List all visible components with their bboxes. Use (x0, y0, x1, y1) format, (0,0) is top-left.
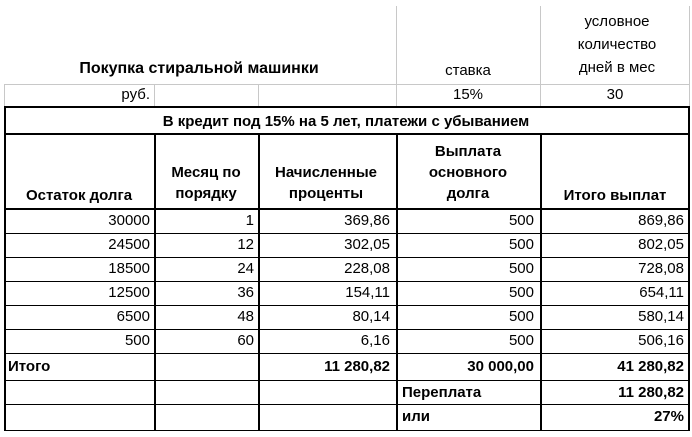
grid-line (396, 133, 398, 431)
grid-line (4, 84, 5, 106)
grid-line (4, 305, 690, 306)
col-header-month: Месяц по порядку (171, 164, 241, 202)
cell-balance: 24500 (108, 236, 150, 253)
or-label: или (402, 408, 430, 425)
col-header-balance: Остаток долга (25, 187, 133, 204)
cell-interest: 302,05 (344, 236, 390, 253)
totals-label: Итого (8, 358, 51, 375)
cell-balance: 6500 (116, 308, 150, 325)
col-header-total: Итого выплат (563, 187, 667, 204)
cell-interest: 80,14 (352, 308, 390, 325)
cell-month: 36 (237, 284, 254, 301)
overpay-label: Переплата (402, 384, 482, 401)
cell-total: 728,08 (638, 260, 684, 277)
cell-total: 869,86 (638, 212, 684, 229)
cell-total: 802,05 (638, 236, 684, 253)
cell-total: 654,11 (639, 284, 684, 301)
cell-balance: 30000 (108, 212, 150, 229)
cell-balance: 500 (124, 332, 150, 349)
currency-label: руб. (121, 86, 150, 103)
grid-line (4, 380, 690, 381)
cell-total: 506,16 (638, 332, 684, 349)
grid-line (154, 84, 155, 106)
totals-total: 41 280,82 (617, 358, 684, 375)
grid-line (540, 133, 542, 431)
col-header-interest: Начисленные проценты (274, 164, 378, 202)
cell-balance: 12500 (108, 284, 150, 301)
grid-line (4, 257, 690, 258)
rate-value: 15% (452, 86, 484, 103)
cell-balance: 18500 (108, 260, 150, 277)
sheet-title: Покупка стиральной машинки (79, 60, 319, 77)
cell-month: 12 (237, 236, 254, 253)
loan-subtitle: В кредит под 15% на 5 лет, платежи с убыванием (162, 113, 530, 130)
grid-line (540, 6, 541, 106)
grid-line (689, 6, 690, 106)
days-label: условное количество дней в мес (577, 13, 657, 76)
cell-total: 580,14 (638, 308, 684, 325)
grid-line (154, 133, 156, 431)
grid-line (688, 106, 690, 431)
cell-principal: 500 (508, 308, 534, 325)
cell-interest: 228,08 (344, 260, 390, 277)
grid-line (258, 133, 260, 431)
cell-principal: 500 (508, 284, 534, 301)
cell-interest: 6,16 (360, 332, 390, 349)
grid-line (396, 6, 397, 106)
days-value: 30 (606, 86, 624, 103)
cell-principal: 500 (508, 260, 534, 277)
cell-month: 1 (245, 212, 254, 229)
grid-line (258, 84, 259, 106)
grid-line (4, 430, 690, 431)
grid-line (4, 106, 6, 431)
grid-line (4, 84, 690, 85)
totals-interest: 11 280,82 (324, 358, 390, 375)
grid-line (4, 281, 690, 282)
overpay-value: 11 280,82 (618, 384, 684, 401)
grid-line (4, 404, 690, 405)
cell-principal: 500 (508, 236, 534, 253)
rate-label: ставка (445, 62, 491, 79)
grid-line (4, 329, 690, 330)
grid-line (4, 353, 690, 354)
grid-line (4, 208, 690, 210)
cell-interest: 369,86 (344, 212, 390, 229)
grid-line (4, 233, 690, 234)
cell-principal: 500 (508, 332, 534, 349)
grid-line (4, 133, 690, 135)
totals-principal: 30 000,00 (467, 358, 534, 375)
cell-month: 24 (237, 260, 254, 277)
overpay-percent: 27% (653, 408, 684, 425)
cell-interest: 154,11 (345, 284, 390, 301)
col-header-principal: Выплата основного долга (428, 143, 508, 202)
grid-line (4, 106, 690, 108)
cell-month: 48 (237, 308, 254, 325)
cell-principal: 500 (508, 212, 534, 229)
cell-month: 60 (237, 332, 254, 349)
